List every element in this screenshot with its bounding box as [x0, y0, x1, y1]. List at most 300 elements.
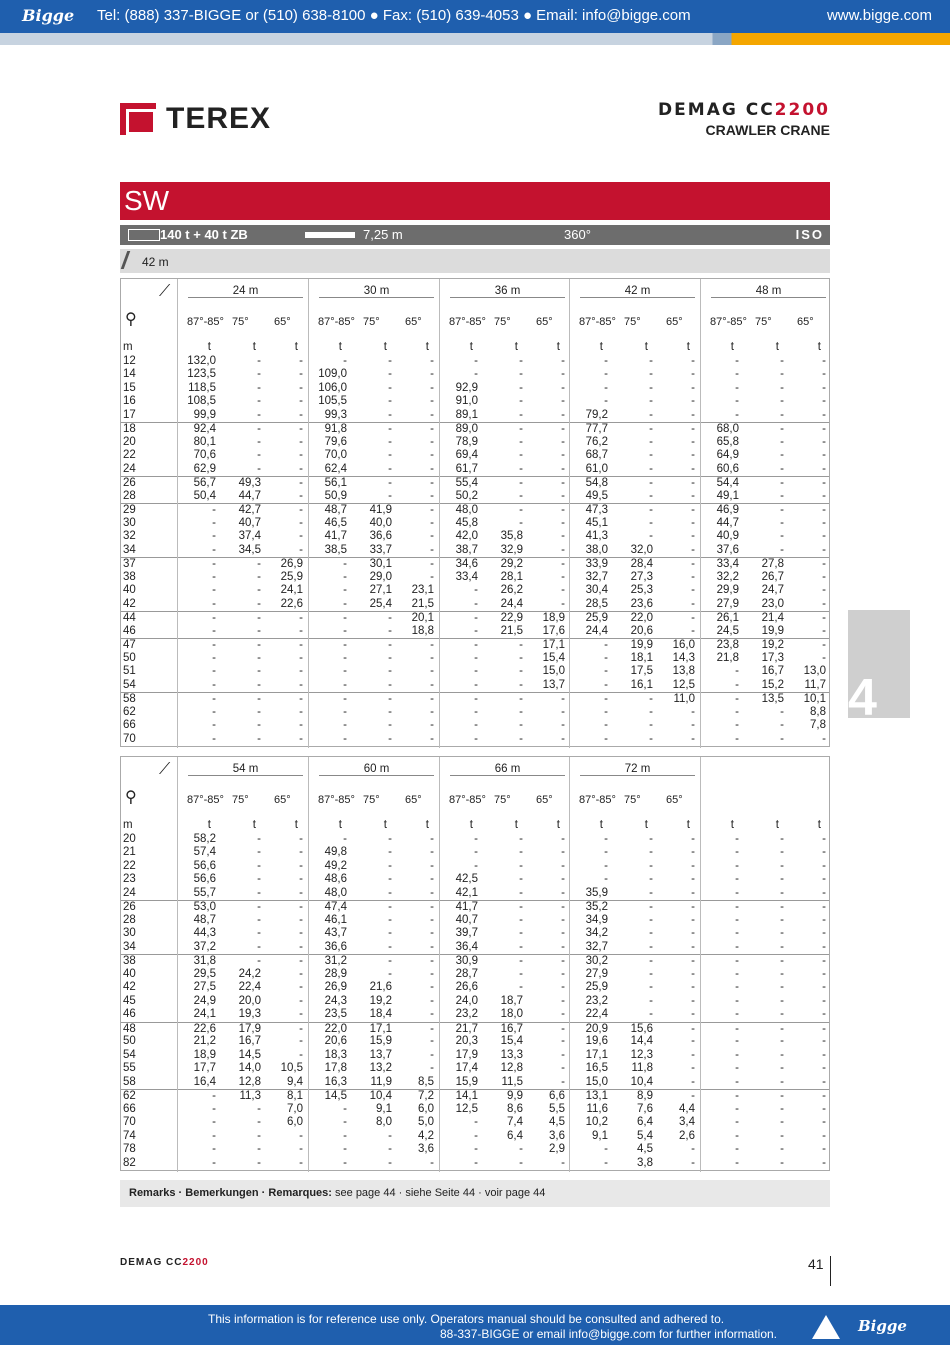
- capacity-cell: 18,4: [369, 1008, 392, 1020]
- capacity-cell: -: [604, 665, 608, 677]
- capacity-cell: -: [257, 1143, 261, 1155]
- capacity-cell: -: [343, 584, 347, 596]
- radius-cell: 42: [123, 597, 136, 610]
- capacity-cell: -: [212, 665, 216, 677]
- capacity-cell: 15,9: [455, 1075, 478, 1088]
- capacity-cell: -: [735, 913, 739, 926]
- model-name: DEMAG CC2200: [658, 100, 830, 120]
- capacity-cell: -: [822, 408, 826, 421]
- capacity-cell: 13,2: [369, 1062, 392, 1074]
- capacity-cell: 68,7: [585, 449, 608, 461]
- table-header: [121, 279, 829, 341]
- capacity-cell: -: [822, 462, 826, 475]
- unit-cell: t: [730, 819, 734, 831]
- capacity-cell: -: [430, 570, 434, 583]
- table-row: [121, 1035, 829, 1049]
- capacity-cell: 22,6: [280, 597, 303, 610]
- capacity-cell: -: [474, 859, 478, 872]
- capacity-cell: -: [257, 570, 261, 583]
- capacity-cell: -: [257, 584, 261, 596]
- capacity-cell: -: [691, 886, 695, 899]
- capacity-cell: -: [430, 927, 434, 939]
- capacity-cell: 16,5: [585, 1062, 608, 1074]
- capacity-cell: -: [299, 846, 303, 858]
- iso-label: ISO: [795, 227, 824, 242]
- capacity-cell: -: [780, 477, 784, 489]
- jib-length: 42 m: [580, 285, 695, 298]
- capacity-cell: -: [474, 1116, 478, 1128]
- capacity-cell: 29,9: [716, 584, 739, 596]
- capacity-cell: -: [822, 846, 826, 858]
- capacity-cell: 55,4: [455, 477, 478, 489]
- capacity-cell: -: [257, 1129, 261, 1142]
- capacity-cell: 7,6: [637, 1102, 653, 1115]
- capacity-cell: -: [735, 846, 739, 858]
- capacity-cell: -: [299, 886, 303, 899]
- capacity-cell: -: [430, 732, 434, 745]
- capacity-cell: -: [780, 354, 784, 367]
- table-row: [121, 571, 829, 585]
- capacity-cell: -: [212, 732, 216, 745]
- capacity-cell: 50,4: [193, 489, 216, 502]
- disclaimer-line-1: This information is for reference use only. Operators manual should be consulted and adhered to.: [208, 1312, 725, 1326]
- capacity-cell: -: [257, 449, 261, 461]
- radius-cell: 24: [123, 462, 136, 475]
- luffing-angle: 87°-85°: [579, 794, 616, 806]
- capacity-cell: 21,4: [761, 612, 784, 624]
- capacity-cell: -: [604, 719, 608, 731]
- capacity-cell: 21,5: [500, 624, 523, 637]
- capacity-cell: -: [430, 981, 434, 993]
- capacity-cell: -: [735, 395, 739, 407]
- capacity-cell: -: [474, 678, 478, 691]
- load-chart-table-2: [120, 756, 830, 1171]
- capacity-cell: 13,7: [369, 1048, 392, 1061]
- capacity-cell: -: [257, 368, 261, 380]
- radius-cell: 62: [123, 1090, 136, 1102]
- capacity-cell: 79,2: [585, 408, 608, 421]
- capacity-cell: -: [430, 955, 434, 967]
- capacity-cell: -: [430, 1008, 434, 1020]
- capacity-cell: -: [519, 651, 523, 664]
- capacity-cell: -: [343, 624, 347, 637]
- capacity-cell: -: [299, 651, 303, 664]
- capacity-cell: -: [474, 368, 478, 380]
- capacity-cell: -: [299, 981, 303, 993]
- capacity-cell: 9,9: [507, 1090, 523, 1102]
- capacity-cell: 49,5: [585, 489, 608, 502]
- capacity-cell: 19,3: [238, 1008, 261, 1020]
- capacity-cell: -: [299, 354, 303, 367]
- capacity-cell: -: [388, 927, 392, 939]
- capacity-cell: -: [822, 1048, 826, 1061]
- capacity-cell: 24,7: [761, 584, 784, 596]
- capacity-cell: -: [735, 1022, 739, 1035]
- radius-cell: 50: [123, 1035, 136, 1047]
- capacity-cell: -: [257, 873, 261, 885]
- warning-icon: [812, 1315, 840, 1339]
- radius-cell: 70: [123, 732, 136, 745]
- column-divider: [569, 757, 570, 1172]
- capacity-cell: 23,5: [324, 1008, 347, 1020]
- capacity-cell: -: [561, 886, 565, 899]
- capacity-cell: -: [604, 354, 608, 367]
- radius-cell: 38: [123, 570, 136, 583]
- capacity-cell: -: [561, 462, 565, 475]
- capacity-cell: -: [561, 477, 565, 489]
- unit-cell: t: [817, 341, 821, 353]
- capacity-cell: 11,6: [586, 1102, 608, 1115]
- capacity-cell: 3,8: [637, 1156, 653, 1169]
- capacity-cell: -: [822, 1129, 826, 1142]
- capacity-cell: 16,3: [324, 1075, 347, 1088]
- table-row: [121, 719, 829, 733]
- capacity-cell: 109,0: [318, 368, 347, 380]
- capacity-cell: -: [822, 1075, 826, 1088]
- radius-cell: 20: [123, 435, 136, 448]
- table-row: [121, 1049, 829, 1063]
- capacity-cell: -: [343, 354, 347, 367]
- capacity-cell: -: [519, 639, 523, 651]
- capacity-cell: 9,1: [376, 1102, 392, 1115]
- capacity-cell: -: [735, 719, 739, 731]
- radius-cell: 54: [123, 678, 136, 691]
- luffing-angle: 87°-85°: [449, 794, 486, 806]
- capacity-cell: -: [257, 859, 261, 872]
- capacity-cell: -: [430, 1048, 434, 1061]
- capacity-cell: 8,5: [418, 1075, 434, 1088]
- capacity-cell: -: [649, 927, 653, 939]
- unit-cell: t: [425, 341, 429, 353]
- capacity-cell: 45,1: [585, 516, 608, 529]
- capacity-cell: -: [561, 423, 565, 435]
- capacity-cell: 3,6: [549, 1129, 565, 1142]
- capacity-cell: -: [212, 693, 216, 705]
- capacity-cell: -: [299, 1008, 303, 1020]
- capacity-cell: -: [822, 489, 826, 502]
- capacity-cell: -: [430, 859, 434, 872]
- capacity-cell: -: [343, 612, 347, 624]
- capacity-cell: 33,4: [455, 570, 478, 583]
- capacity-cell: -: [691, 927, 695, 939]
- capacity-cell: -: [299, 873, 303, 885]
- capacity-cell: 41,9: [369, 504, 392, 516]
- capacity-cell: -: [430, 477, 434, 489]
- capacity-cell: 22,9: [500, 612, 523, 624]
- capacity-cell: 32,7: [585, 940, 608, 953]
- capacity-cell: -: [299, 543, 303, 556]
- capacity-cell: 41,7: [455, 901, 478, 913]
- capacity-cell: -: [257, 665, 261, 677]
- capacity-cell: -: [430, 462, 434, 475]
- capacity-cell: -: [822, 913, 826, 926]
- jib-length: 66 m: [450, 763, 565, 776]
- column-divider: [569, 279, 570, 748]
- capacity-cell: 6,0: [287, 1116, 303, 1128]
- capacity-cell: 9,1: [592, 1129, 608, 1142]
- capacity-cell: -: [691, 354, 695, 367]
- capacity-cell: -: [299, 435, 303, 448]
- capacity-cell: 15,4: [500, 1035, 523, 1047]
- terex-emblem-icon: [120, 103, 156, 135]
- capacity-cell: -: [822, 435, 826, 448]
- capacity-cell: -: [649, 832, 653, 845]
- capacity-cell: 18,0: [500, 1008, 523, 1020]
- capacity-cell: -: [822, 967, 826, 980]
- capacity-cell: 37,2: [193, 940, 216, 953]
- capacity-cell: 13,7: [542, 678, 565, 691]
- capacity-cell: -: [561, 597, 565, 610]
- table-row: [121, 1022, 829, 1036]
- radius-cell: 26: [123, 901, 136, 913]
- capacity-cell: -: [822, 994, 826, 1007]
- capacity-cell: -: [474, 612, 478, 624]
- capacity-cell: -: [474, 705, 478, 718]
- capacity-cell: 13,1: [585, 1090, 608, 1102]
- capacity-cell: -: [822, 832, 826, 845]
- capacity-cell: -: [822, 624, 826, 637]
- capacity-cell: -: [519, 732, 523, 745]
- capacity-cell: -: [780, 368, 784, 380]
- capacity-cell: -: [780, 1156, 784, 1169]
- capacity-cell: -: [561, 381, 565, 394]
- capacity-cell: 8,8: [810, 705, 826, 718]
- capacity-cell: -: [780, 381, 784, 394]
- capacity-cell: 25,9: [585, 981, 608, 993]
- chapter-tab: 4: [848, 610, 910, 718]
- capacity-cell: -: [735, 1156, 739, 1169]
- radius-cell: 58: [123, 693, 136, 705]
- capacity-cell: -: [561, 705, 565, 718]
- table-row: [121, 395, 829, 409]
- capacity-cell: 4,4: [679, 1102, 695, 1115]
- capacity-cell: 16,7: [500, 1022, 523, 1035]
- capacity-cell: -: [343, 570, 347, 583]
- configuration-bar: [120, 225, 830, 245]
- capacity-cell: -: [519, 504, 523, 516]
- capacity-cell: 91,8: [324, 423, 347, 435]
- capacity-cell: -: [561, 955, 565, 967]
- radius-cell: 30: [123, 516, 136, 529]
- jib-length: 54 m: [188, 763, 303, 776]
- unit-cell: t: [207, 819, 211, 831]
- capacity-cell: 123,5: [187, 368, 216, 380]
- capacity-cell: -: [561, 570, 565, 583]
- capacity-cell: -: [691, 462, 695, 475]
- capacity-cell: -: [561, 449, 565, 461]
- capacity-cell: 27,3: [630, 570, 653, 583]
- bigge-logo[interactable]: Bigge: [22, 6, 75, 25]
- capacity-cell: -: [822, 940, 826, 953]
- radius-label: 7,25 m: [363, 227, 403, 242]
- capacity-cell: 24,3: [324, 994, 347, 1007]
- website-link[interactable]: www.bigge.com: [826, 7, 932, 24]
- capacity-cell: -: [691, 913, 695, 926]
- capacity-cell: -: [388, 873, 392, 885]
- capacity-cell: -: [735, 967, 739, 980]
- capacity-cell: -: [299, 639, 303, 651]
- capacity-cell: -: [735, 368, 739, 380]
- radius-cell: 46: [123, 1008, 136, 1020]
- capacity-cell: -: [649, 516, 653, 529]
- capacity-cell: 27,8: [761, 558, 784, 570]
- capacity-cell: 10,4: [630, 1075, 653, 1088]
- capacity-cell: -: [519, 1143, 523, 1155]
- capacity-cell: -: [430, 886, 434, 899]
- table-row: [121, 544, 829, 558]
- capacity-cell: -: [474, 665, 478, 677]
- capacity-cell: -: [691, 597, 695, 610]
- table-row: [121, 1157, 829, 1171]
- column-divider: [439, 757, 440, 1172]
- capacity-cell: 56,6: [193, 859, 216, 872]
- capacity-cell: -: [691, 558, 695, 570]
- table-row: [121, 1076, 829, 1090]
- table-row: [121, 981, 829, 995]
- capacity-cell: 36,4: [455, 940, 478, 953]
- capacity-cell: -: [212, 651, 216, 664]
- capacity-cell: 17,1: [542, 639, 565, 651]
- capacity-cell: -: [649, 886, 653, 899]
- capacity-cell: 105,5: [318, 395, 347, 407]
- capacity-cell: -: [649, 435, 653, 448]
- capacity-cell: -: [388, 1129, 392, 1142]
- capacity-cell: 46,5: [324, 516, 347, 529]
- capacity-cell: -: [604, 693, 608, 705]
- capacity-cell: -: [780, 967, 784, 980]
- capacity-cell: 25,9: [585, 612, 608, 624]
- boom-icon: [121, 251, 142, 269]
- capacity-cell: 17,9: [238, 1022, 261, 1035]
- capacity-cell: 42,5: [455, 873, 478, 885]
- capacity-cell: -: [388, 967, 392, 980]
- capacity-cell: -: [822, 927, 826, 939]
- capacity-cell: -: [561, 543, 565, 556]
- capacity-cell: -: [299, 955, 303, 967]
- radius-cell: 46: [123, 624, 136, 637]
- capacity-cell: -: [691, 570, 695, 583]
- capacity-cell: -: [822, 584, 826, 596]
- capacity-cell: 62,4: [324, 462, 347, 475]
- capacity-cell: 27,9: [716, 597, 739, 610]
- capacity-cell: -: [735, 1102, 739, 1115]
- capacity-cell: 18,8: [411, 624, 434, 637]
- capacity-cell: -: [474, 651, 478, 664]
- unit-cell: t: [514, 341, 518, 353]
- capacity-cell: -: [519, 981, 523, 993]
- radius-cell: 15: [123, 381, 136, 394]
- radius-cell: 50: [123, 651, 136, 664]
- table-row: [121, 1089, 829, 1103]
- capacity-cell: -: [561, 927, 565, 939]
- capacity-cell: -: [388, 846, 392, 858]
- contact-info: Tel: (888) 337-BIGGE or (510) 638-8100 ● Fax: (510) 639-4053 ● Email: info@bigge.com: [97, 7, 691, 24]
- capacity-cell: 40,0: [369, 516, 392, 529]
- capacity-cell: 3,4: [679, 1116, 695, 1128]
- capacity-cell: -: [299, 665, 303, 677]
- capacity-cell: 17,5: [630, 665, 653, 677]
- capacity-cell: -: [430, 558, 434, 570]
- capacity-cell: 92,9: [455, 381, 478, 394]
- unit-cell: t: [383, 341, 387, 353]
- capacity-cell: -: [691, 368, 695, 380]
- unit-cell: t: [469, 819, 473, 831]
- capacity-cell: -: [299, 624, 303, 637]
- capacity-cell: -: [561, 1022, 565, 1035]
- capacity-cell: -: [212, 719, 216, 731]
- capacity-cell: 89,0: [455, 423, 478, 435]
- capacity-cell: -: [604, 1143, 608, 1155]
- capacity-cell: -: [299, 449, 303, 461]
- table-row: [121, 1143, 829, 1157]
- capacity-cell: -: [691, 624, 695, 637]
- capacity-cell: -: [343, 1116, 347, 1128]
- capacity-cell: 20,1: [411, 612, 434, 624]
- capacity-cell: -: [430, 543, 434, 556]
- capacity-cell: -: [691, 719, 695, 731]
- capacity-cell: 15,0: [585, 1075, 608, 1088]
- capacity-cell: 50,9: [324, 489, 347, 502]
- capacity-cell: -: [822, 1143, 826, 1155]
- capacity-cell: -: [561, 1075, 565, 1088]
- capacity-cell: 20,3: [455, 1035, 478, 1047]
- column-divider: [177, 757, 178, 1172]
- capacity-cell: -: [649, 859, 653, 872]
- capacity-cell: -: [388, 955, 392, 967]
- capacity-cell: -: [780, 981, 784, 993]
- jib-length: 36 m: [450, 285, 565, 298]
- capacity-cell: -: [735, 354, 739, 367]
- capacity-cell: 42,7: [238, 504, 261, 516]
- capacity-cell: 14,3: [672, 651, 695, 664]
- capacity-cell: -: [299, 395, 303, 407]
- capacity-cell: -: [474, 719, 478, 731]
- capacity-cell: -: [299, 678, 303, 691]
- capacity-cell: 2,9: [549, 1143, 565, 1155]
- capacity-cell: -: [257, 462, 261, 475]
- capacity-cell: -: [735, 1116, 739, 1128]
- capacity-cell: 76,2: [585, 435, 608, 448]
- bigge-footer-logo[interactable]: Bigge: [858, 1317, 907, 1335]
- table-row: [121, 833, 829, 847]
- capacity-cell: -: [604, 705, 608, 718]
- capacity-cell: 16,0: [672, 639, 695, 651]
- capacity-cell: -: [257, 612, 261, 624]
- capacity-cell: -: [474, 732, 478, 745]
- capacity-cell: -: [735, 1035, 739, 1047]
- capacity-cell: 48,6: [324, 873, 347, 885]
- capacity-cell: -: [822, 597, 826, 610]
- capacity-cell: 15,0: [542, 665, 565, 677]
- capacity-cell: 32,7: [585, 570, 608, 583]
- capacity-cell: 21,7: [455, 1022, 478, 1035]
- capacity-cell: -: [780, 859, 784, 872]
- capacity-cell: -: [257, 558, 261, 570]
- capacity-cell: -: [257, 678, 261, 691]
- capacity-cell: -: [561, 558, 565, 570]
- table-row: [121, 652, 829, 666]
- capacity-cell: -: [519, 435, 523, 448]
- capacity-cell: -: [780, 1090, 784, 1102]
- capacity-cell: 11,3: [239, 1090, 261, 1102]
- capacity-cell: -: [388, 1156, 392, 1169]
- capacity-cell: 55,7: [193, 886, 216, 899]
- capacity-cell: -: [430, 1062, 434, 1074]
- capacity-cell: 23,6: [630, 597, 653, 610]
- capacity-cell: -: [691, 1156, 695, 1169]
- capacity-cell: 36,6: [369, 530, 392, 542]
- capacity-cell: -: [691, 449, 695, 461]
